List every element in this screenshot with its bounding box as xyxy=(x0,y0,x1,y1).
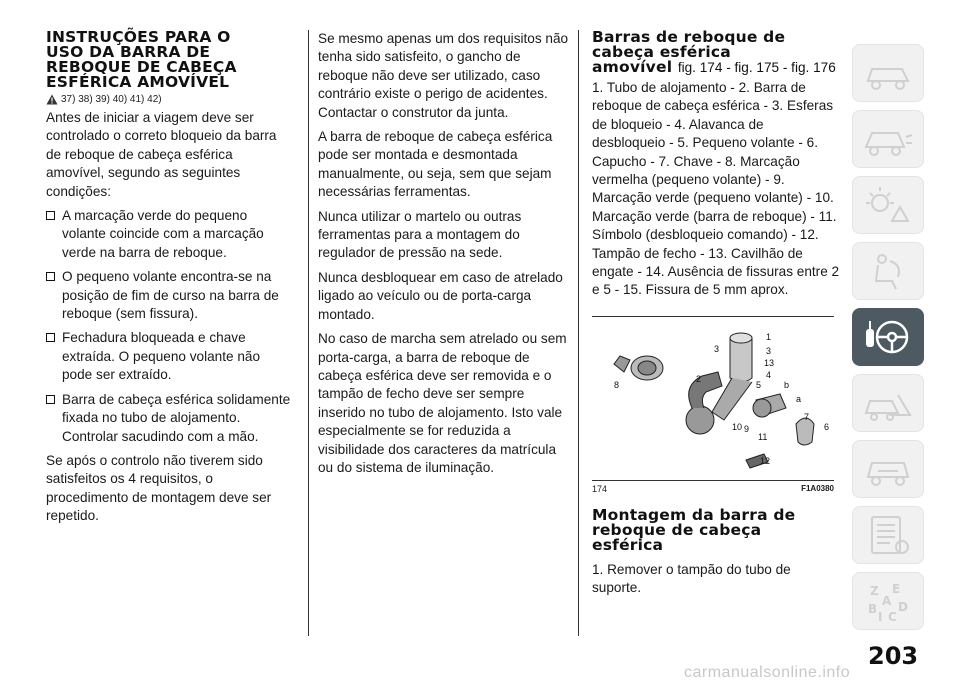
svg-text:A: A xyxy=(882,594,892,608)
svg-text:E: E xyxy=(892,582,901,596)
section-heading-mounting xyxy=(592,505,840,554)
car-breakdown-icon xyxy=(862,381,914,425)
heading-line: cabeça esférica xyxy=(592,43,731,61)
column-divider xyxy=(578,30,579,636)
column-instructions xyxy=(46,30,294,532)
heading-line: Barras de reboque de xyxy=(592,28,786,46)
bullet-text: A marcação verde do pequeno volante coincide com a marcação verde na barra de reboque. xyxy=(62,208,264,260)
svg-text:12: 12 xyxy=(760,455,771,466)
bullet-text: Barra de cabeça esférica solidamente fixada no tubo de alojamento. Controlar sacudindo com a mão. xyxy=(62,391,291,444)
figure-number: 174 xyxy=(592,483,608,494)
tab-technical-data[interactable] xyxy=(852,506,924,564)
warning-refs-text[interactable]: 37) 38) 39) 40) 41) 42) xyxy=(61,94,162,105)
car-dashboard-icon xyxy=(862,51,914,95)
key-steering-wheel-icon xyxy=(862,315,914,359)
column-divider xyxy=(308,30,309,636)
svg-text:8: 8 xyxy=(614,379,620,390)
figure-174 xyxy=(592,316,834,496)
heading-line: REBOQUE DE CABEÇA xyxy=(46,58,237,76)
svg-text:5: 5 xyxy=(756,379,762,390)
sun-warning-icon xyxy=(862,183,914,227)
heading-line: ESFÉRICA AMOVÍVEL xyxy=(46,73,230,91)
svg-text:b: b xyxy=(784,379,790,390)
svg-text:11: 11 xyxy=(758,431,768,442)
list-item xyxy=(46,329,294,384)
tab-starting-driving[interactable] xyxy=(852,308,924,366)
svg-text:10: 10 xyxy=(732,421,743,432)
list-item xyxy=(46,207,294,262)
page-number: 203 xyxy=(868,642,919,670)
svg-text:2: 2 xyxy=(696,373,702,384)
tab-car-lights[interactable] xyxy=(852,110,924,168)
car-service-icon xyxy=(862,447,914,491)
section-heading-instructions xyxy=(46,30,294,90)
svg-text:3: 3 xyxy=(714,343,720,354)
tab-maintenance[interactable] xyxy=(852,440,924,498)
checkbox-bullet-icon xyxy=(46,395,55,404)
tab-warning-lights[interactable] xyxy=(852,176,924,234)
checkbox-bullet-icon xyxy=(46,272,55,281)
svg-text:C: C xyxy=(888,610,897,623)
outro-paragraph: Se após o controlo não tiverem sido satisfeitos os 4 requisitos, o procedimento de montagem deve ser repetido. xyxy=(46,452,272,524)
car-lights-icon xyxy=(862,117,914,161)
paragraph: Se mesmo apenas um dos requisitos não tenha sido satisfeito, o gancho de reboque não deve ser utilizado, caso contrário existe o perigo de acidentes. Contactar o construtor da junta. xyxy=(318,31,569,120)
figure-bottom-rule xyxy=(592,480,834,481)
heading-line: USO DA BARRA DE xyxy=(46,43,211,61)
svg-text:3: 3 xyxy=(766,345,772,356)
tab-index[interactable] xyxy=(852,572,924,630)
intro-paragraph: Antes de iniciar a viagem deve ser controlado o correto bloqueio da barra de reboque de cabeça esférica amovível, segundo as seguintes condições: xyxy=(46,110,277,199)
paragraph: A barra de reboque de cabeça esférica pode ser montada e desmontada manualmente, ou seja, sem que sejam necessárias ferramentas. xyxy=(318,129,553,200)
svg-text:4: 4 xyxy=(766,369,772,380)
svg-text:6: 6 xyxy=(824,421,830,432)
list-item xyxy=(46,268,294,323)
svg-text:I: I xyxy=(878,610,883,623)
heading-line: reboque de cabeça xyxy=(592,520,762,539)
svg-text:7: 7 xyxy=(804,411,810,422)
heading-line: INSTRUÇÕES PARA O xyxy=(46,28,231,46)
column-tow-bar xyxy=(592,30,840,604)
step-1-paragraph: 1. Remover o tampão do tubo de suporte. xyxy=(592,561,791,596)
svg-text:9: 9 xyxy=(744,423,750,434)
tow-bar-illustration xyxy=(592,316,834,480)
alphabet-index-icon xyxy=(862,579,914,623)
svg-text:D: D xyxy=(898,600,908,614)
checkbox-bullet-icon xyxy=(46,211,55,220)
column-warnings xyxy=(318,30,570,483)
heading-line: esférica xyxy=(592,535,664,554)
tab-safety[interactable] xyxy=(852,242,924,300)
warning-references xyxy=(46,94,294,105)
chapter-tabs xyxy=(852,44,930,638)
bullet-text: O pequeno volante encontra-se na posição de fim de curso na barra de reboque (sem fissura). xyxy=(62,269,279,322)
svg-text:1: 1 xyxy=(766,331,772,342)
paragraph: Nunca desbloquear em caso de atrelado ligado ao veículo ou de porta-carga montado. xyxy=(318,269,563,322)
tab-emergency[interactable] xyxy=(852,374,924,432)
airbag-seat-icon xyxy=(862,249,914,293)
list-item xyxy=(46,391,294,446)
section-heading-tow-bar xyxy=(592,30,840,75)
svg-text:Z: Z xyxy=(870,584,879,598)
svg-text:13: 13 xyxy=(764,357,775,368)
svg-text:B: B xyxy=(868,602,878,616)
heading-line: Montagem da barra de xyxy=(592,505,796,524)
figure-references-link[interactable]: fig. 174 - fig. 175 - fig. 176 xyxy=(677,60,836,75)
checkbox-bullet-icon xyxy=(46,333,55,342)
bullet-text: Fechadura bloqueada e chave extraída. O pequeno volante não pode ser extraído. xyxy=(62,330,261,383)
legend-paragraph: 1. Tubo de alojamento - 2. Barra de reboque de cabeça esférica - 3. Esferas de bloqueio - 4. Alavanca de desbloqueio - 5. Pequeno volante - 6. Capucho - 7. Chave - 8. Marcação vermelha (pequeno volante) - 9. Marcação verde (pequeno volante) - 10. Marcação verde (barra de reboque) - 11. Símbolo (desbloqueio comando) - 12. Tampão de fecho - 13. Cavilhão de engate - 14. Ausência de fissuras entre 2 e 5 - 15. Fissura de 5 mm aprox. xyxy=(592,80,840,298)
warning-triangle-icon xyxy=(46,94,58,105)
paragraph: No caso de marcha sem atrelado ou sem porta-carga, a barra de reboque de cabeça esférica deve ser removida e o tampão de fecho deve ser sempre inserido no tubo de alojamento. Isto vale especialmente se for reduzida a visibilidade dos caracteres da matrícula ou do sistema de iluminação. xyxy=(318,331,567,475)
paragraph: Nunca utilizar o martelo ou outras ferramentas para a montagem do regulador de pressão na sede. xyxy=(318,208,522,261)
list-document-icon xyxy=(862,513,914,557)
heading-line: amovível xyxy=(592,58,673,76)
tab-car-dashboard[interactable] xyxy=(852,44,924,102)
svg-text:a: a xyxy=(796,393,802,404)
watermark: carmanualsonline.info xyxy=(684,664,851,681)
figure-code: F1A0380 xyxy=(801,483,834,493)
